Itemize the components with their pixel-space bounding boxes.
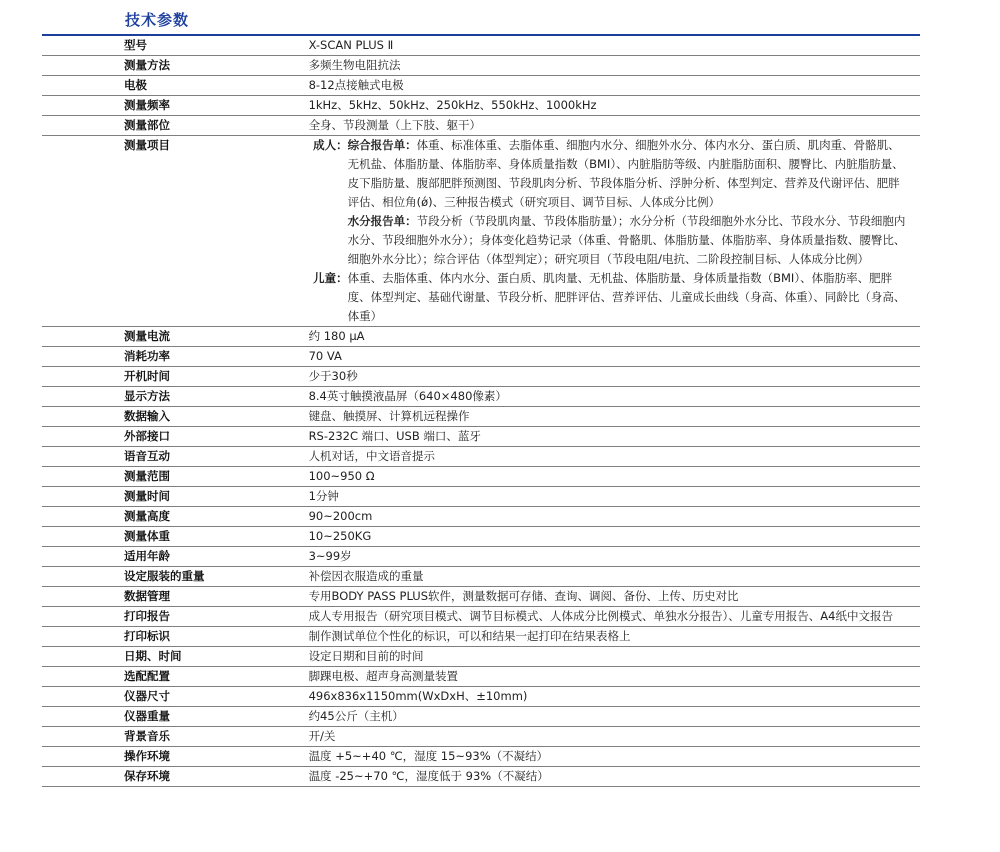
spec-row bbox=[42, 587, 920, 607]
spec-row bbox=[42, 567, 920, 587]
spec-label: 测量范围 bbox=[42, 467, 309, 487]
spec-label: 日期、时间 bbox=[42, 647, 309, 667]
spec-value: 约45公斤（主机） bbox=[309, 707, 920, 727]
spec-value: 补偿因衣服造成的重量 bbox=[309, 567, 920, 587]
spec-value: 脚踝电极、超声身高测量装置 bbox=[309, 667, 920, 687]
spec-value: 1kHz、5kHz、50kHz、250kHz、550kHz、1000kHz bbox=[309, 96, 920, 116]
spec-value: 多频生物电阻抗法 bbox=[309, 56, 920, 76]
adult-label: 成人： bbox=[313, 138, 348, 152]
spec-label: 测量项目 bbox=[42, 136, 309, 327]
spec-label: 保存环境 bbox=[42, 767, 309, 787]
spec-label: 测量部位 bbox=[42, 116, 309, 136]
spec-label: 选配配置 bbox=[42, 667, 309, 687]
spec-row bbox=[42, 327, 920, 347]
spec-row-items-adult bbox=[42, 136, 920, 270]
spec-row bbox=[42, 467, 920, 487]
spec-row bbox=[42, 56, 920, 76]
spec-value: 496x836x1150mm(WxDxH、±10mm) bbox=[309, 687, 920, 707]
spec-label: 适用年龄 bbox=[42, 547, 309, 567]
spec-row bbox=[42, 76, 920, 96]
water-report-text: 节段分析（节段肌肉量、节段体脂肪量）；水分分析（节段细胞外水分比、节段水分、节段细胞内水分、节段细胞外水分）；身体变化趋势记录（体重、骨骼肌、体脂肪量、体脂肪率、身体质量指数、腰臀比、细胞外水分比）；综合评估（体型判定）；研究项目（节段电阻/电抗、二阶段控制目标、人体成分比例） bbox=[347, 214, 906, 266]
spec-value: 设定日期和目前的时间 bbox=[309, 647, 920, 667]
spec-label: 测量体重 bbox=[42, 527, 309, 547]
spec-label: 外部接口 bbox=[42, 427, 309, 447]
spec-row bbox=[42, 747, 920, 767]
water-report-title: 水分报告单： bbox=[347, 214, 417, 228]
spec-row bbox=[42, 347, 920, 367]
spec-label: 设定服装的重量 bbox=[42, 567, 309, 587]
spec-label: 仪器重量 bbox=[42, 707, 309, 727]
spec-label: 语音互动 bbox=[42, 447, 309, 467]
spec-label: 数据管理 bbox=[42, 587, 309, 607]
spec-value: RS-232C 端口、USB 端口、蓝牙 bbox=[309, 427, 920, 447]
spec-row bbox=[42, 507, 920, 527]
spec-row bbox=[42, 607, 920, 627]
comp-report-title: 综合报告单： bbox=[347, 138, 417, 152]
spec-row bbox=[42, 427, 920, 447]
spec-row bbox=[42, 627, 920, 647]
spec-label: 型号 bbox=[42, 36, 309, 56]
spec-row bbox=[42, 707, 920, 727]
spec-value: 少于30秒 bbox=[309, 367, 920, 387]
spec-value: 3~99岁 bbox=[309, 547, 920, 567]
spec-value: 人机对话，中文语音提示 bbox=[309, 447, 920, 467]
spec-row bbox=[42, 727, 920, 747]
spec-value: 键盘、触摸屏、计算机远程操作 bbox=[309, 407, 920, 427]
spec-label: 仪器尺寸 bbox=[42, 687, 309, 707]
spec-label: 打印报告 bbox=[42, 607, 309, 627]
spec-row bbox=[42, 367, 920, 387]
spec-value: 温度 +5~+40 ℃，湿度 15~93%（不凝结） bbox=[309, 747, 920, 767]
spec-label: 测量电流 bbox=[42, 327, 309, 347]
spec-row bbox=[42, 36, 920, 56]
spec-value: 10~250KG bbox=[309, 527, 920, 547]
spec-row bbox=[42, 96, 920, 116]
spec-row bbox=[42, 687, 920, 707]
adult-items bbox=[348, 136, 920, 270]
spec-row bbox=[42, 767, 920, 787]
comp-report-text: 体重、标准体重、去脂体重、细胞内水分、细胞外水分、体内水分、蛋白质、肌肉重、骨骼肌、无机盐、体脂肪量、体脂肪率、身体质量指数（BMI）、内脏脂肪等级、内脏脂肪面积、腰臀比、内脏脂肪量、皮下脂肪量、腹部肥胖预测图、节段肌肉分析、节段体脂分析、浮肿分析、体型判定、营养及代谢评估、肥胖评估、相位角(ǿ)、三种报告模式（研究项目、调节目标、人体成分比例） bbox=[347, 138, 904, 209]
spec-label: 打印标识 bbox=[42, 627, 309, 647]
spec-row bbox=[42, 667, 920, 687]
spec-label: 操作环境 bbox=[42, 747, 309, 767]
spec-row bbox=[42, 387, 920, 407]
spec-label: 电极 bbox=[42, 76, 309, 96]
spec-row bbox=[42, 116, 920, 136]
spec-label: 测量方法 bbox=[42, 56, 309, 76]
spec-value: 专用BODY PASS PLUS软件，测量数据可存储、查询、调阅、备份、上传、历史对比 bbox=[309, 587, 920, 607]
spec-value: 1分钟 bbox=[309, 487, 920, 507]
spec-row bbox=[42, 527, 920, 547]
spec-label: 测量频率 bbox=[42, 96, 309, 116]
spec-label: 数据输入 bbox=[42, 407, 309, 427]
spec-value: 成人专用报告（研究项目模式、调节目标模式、人体成分比例模式、单独水分报告）、儿童专用报告、A4纸中文报告 bbox=[309, 607, 920, 627]
spec-label: 背景音乐 bbox=[42, 727, 309, 747]
spec-value: 8-12点接触式电极 bbox=[309, 76, 920, 96]
spec-value: 温度 -25~+70 ℃，湿度低于 93%（不凝结） bbox=[309, 767, 920, 787]
spec-value: 全身、节段测量（上下肢、躯干） bbox=[309, 116, 920, 136]
spec-table bbox=[42, 36, 920, 787]
spec-row bbox=[42, 487, 920, 507]
spec-row bbox=[42, 547, 920, 567]
spec-row bbox=[42, 447, 920, 467]
child-label: 儿童： bbox=[309, 269, 348, 327]
spec-value: 约 180 μA bbox=[309, 327, 920, 347]
spec-row bbox=[42, 407, 920, 427]
spec-value: 8.4英寸触摸液晶屏（640×480像素） bbox=[309, 387, 920, 407]
spec-label: 显示方法 bbox=[42, 387, 309, 407]
spec-label: 消耗功率 bbox=[42, 347, 309, 367]
spec-label: 开机时间 bbox=[42, 367, 309, 387]
spec-value: 100~950 Ω bbox=[309, 467, 920, 487]
child-items: 体重、去脂体重、体内水分、蛋白质、肌肉量、无机盐、体脂肪量、身体质量指数（BMI）、体脂肪率、肥胖度、体型判定、基础代谢量、节段分析、肥胖评估、营养评估、儿童成长曲线（身高、体重）、同龄比（身高、体重） bbox=[348, 269, 920, 327]
spec-label: 测量时间 bbox=[42, 487, 309, 507]
spec-value: 90~200cm bbox=[309, 507, 920, 527]
spec-value: 70 VA bbox=[309, 347, 920, 367]
spec-value: X-SCAN PLUS Ⅱ bbox=[309, 36, 920, 56]
spec-row bbox=[42, 647, 920, 667]
spec-value: 制作测试单位个性化的标识，可以和结果一起打印在结果表格上 bbox=[309, 627, 920, 647]
page-title: 技术参数 bbox=[125, 11, 190, 29]
spec-value: 开/关 bbox=[309, 727, 920, 747]
spec-label: 测量高度 bbox=[42, 507, 309, 527]
